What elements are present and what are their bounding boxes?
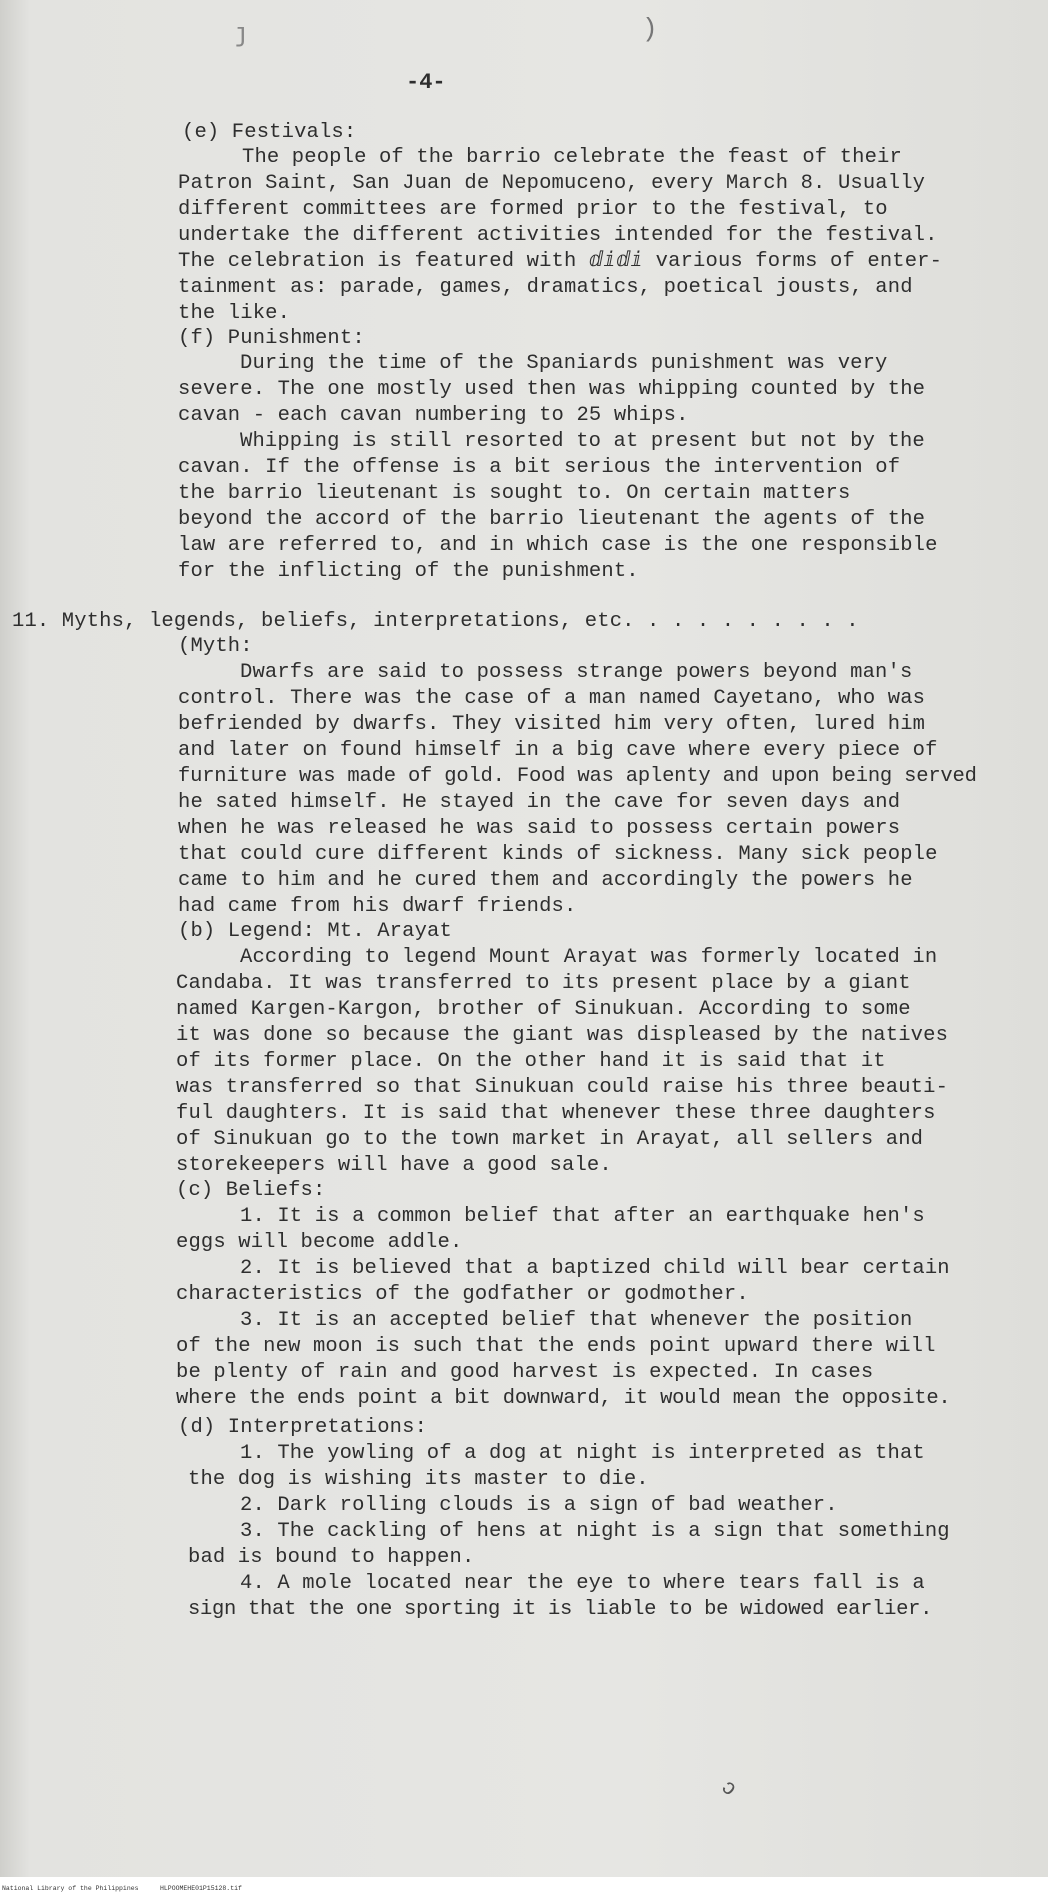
interpretation-line: 1. The yowling of a dog at night is interpreted as that (240, 1442, 925, 1465)
belief-line: where the ends point a bit downward, it would mean the opposite. (176, 1387, 951, 1410)
belief-line: be plenty of rain and good harvest is expected. In cases (176, 1361, 874, 1384)
section-11-heading: 11. Myths, legends, beliefs, interpretations, etc. . . . . . . . . . (12, 610, 859, 633)
myth-line: befriended by dwarfs. They visited him very often, lured him (178, 713, 926, 736)
punishment-line: During the time of the Spaniards punishment was very (240, 352, 888, 375)
belief-line: characteristics of the godfather or godmother. (176, 1283, 749, 1306)
legend-line: named Kargen-Kargon, brother of Sinukuan. According to some (176, 998, 911, 1021)
festivals-heading: (e) Festivals: (182, 121, 357, 144)
interpretation-line: 2. Dark rolling clouds is a sign of bad weather. (240, 1494, 838, 1517)
belief-line: eggs will become addle. (176, 1231, 463, 1254)
myth-line: control. There was the case of a man named Cayetano, who was (178, 687, 926, 710)
legend-line: ful daughters. It is said that whenever these three daughters (176, 1102, 936, 1125)
belief-line: 2. It is believed that a baptized child will bear certain (240, 1257, 950, 1280)
interpretation-line: bad is bound to happen. (188, 1546, 475, 1569)
punishment-line: for the inflicting of the punishment. (178, 560, 639, 583)
legend-line: of its former place. On the other hand it is said that it (176, 1050, 886, 1073)
myth-line: furniture was made of gold. Food was aplenty and upon being served (178, 765, 977, 788)
festivals-line: tainment as: parade, games, dramatics, poetical jousts, and (178, 276, 913, 299)
interpretation-line: 3. The cackling of hens at night is a sign that something (240, 1520, 950, 1543)
legend-line: Candaba. It was transferred to its present place by a giant (176, 972, 911, 995)
legend-line: According to legend Mount Arayat was formerly located in (240, 946, 938, 969)
legend-heading: (b) Legend: Mt. Arayat (178, 920, 452, 943)
punishment-line: law are referred to, and in which case is the one responsible (178, 534, 938, 557)
punishment-line: severe. The one mostly used then was whipping counted by the (178, 378, 926, 401)
myth-line: that could cure different kinds of sickness. Many sick people (178, 843, 938, 866)
legend-line: was transferred so that Sinukuan could raise his three beauti- (176, 1076, 949, 1099)
myth-line: and later on found himself in a big cave where every piece of (178, 739, 938, 762)
staple-mark-right: ) (642, 14, 658, 44)
interpretation-line: sign that the one sporting it is liable to be widowed earlier. (188, 1598, 933, 1621)
myth-heading: (Myth: (178, 635, 253, 658)
beliefs-heading: (c) Beliefs: (176, 1179, 326, 1202)
festivals-line: the like. (178, 302, 291, 325)
belief-line: of the new moon is such that the ends point upward there will (176, 1335, 936, 1358)
belief-line: 1. It is a common belief that after an earthquake hen's (240, 1205, 925, 1228)
punishment-heading: (f) Punishment: (178, 327, 365, 350)
footer-library: National Library of the Philippines (2, 1885, 139, 1892)
myth-line: came to him and he cured them and accordingly the powers he (178, 869, 913, 892)
festivals-line: undertake the different activities intended for the festival. (178, 224, 938, 247)
punishment-line: the barrio lieutenant is sought to. On certain matters (178, 482, 851, 505)
punishment-line: cavan. If the offense is a bit serious the intervention of (178, 456, 901, 479)
legend-line: storekeepers will have a good sale. (176, 1154, 612, 1177)
festivals-line: different committees are formed prior to the festival, to (178, 198, 888, 221)
pencil-mark: ↄ (715, 1774, 742, 1803)
myth-line: when he was released he was said to possess certain powers (178, 817, 901, 840)
staple-mark: ȷ (234, 19, 250, 49)
punishment-line: beyond the accord of the barrio lieutenant the agents of the (178, 508, 926, 531)
interpretation-line: 4. A mole located near the eye to where tears fall is a (240, 1572, 925, 1595)
festivals-line: Patron Saint, San Juan de Nepomuceno, every March 8. Usually (178, 172, 926, 195)
myth-line: had came from his dwarf friends. (178, 895, 577, 918)
interpretation-line: the dog is wishing its master to die. (188, 1468, 649, 1491)
footer-file-id: HLPOOMEHE01P15128.tif (160, 1885, 242, 1892)
myth-line: Dwarfs are said to possess strange powers beyond man's (240, 661, 913, 684)
legend-line: of Sinukuan go to the town market in Arayat, all sellers and (176, 1128, 924, 1151)
festivals-line: The celebration is featured with ⅆⅈⅆⅈ various forms of enter- (178, 250, 943, 273)
legend-line: it was done so because the giant was displeased by the natives (176, 1024, 949, 1047)
festivals-line: The people of the barrio celebrate the feast of their (242, 146, 902, 169)
punishment-line: Whipping is still resorted to at present but not by the (240, 430, 925, 453)
interpretations-heading: (d) Interpretations: (178, 1416, 428, 1439)
page-number: -4- (406, 70, 446, 95)
belief-line: 3. It is an accepted belief that whenever the position (240, 1309, 913, 1332)
punishment-line: cavan - each cavan numbering to 25 whips. (178, 404, 689, 427)
myth-line: he sated himself. He stayed in the cave for seven days and (178, 791, 901, 814)
footer-strip (0, 1877, 1048, 1893)
